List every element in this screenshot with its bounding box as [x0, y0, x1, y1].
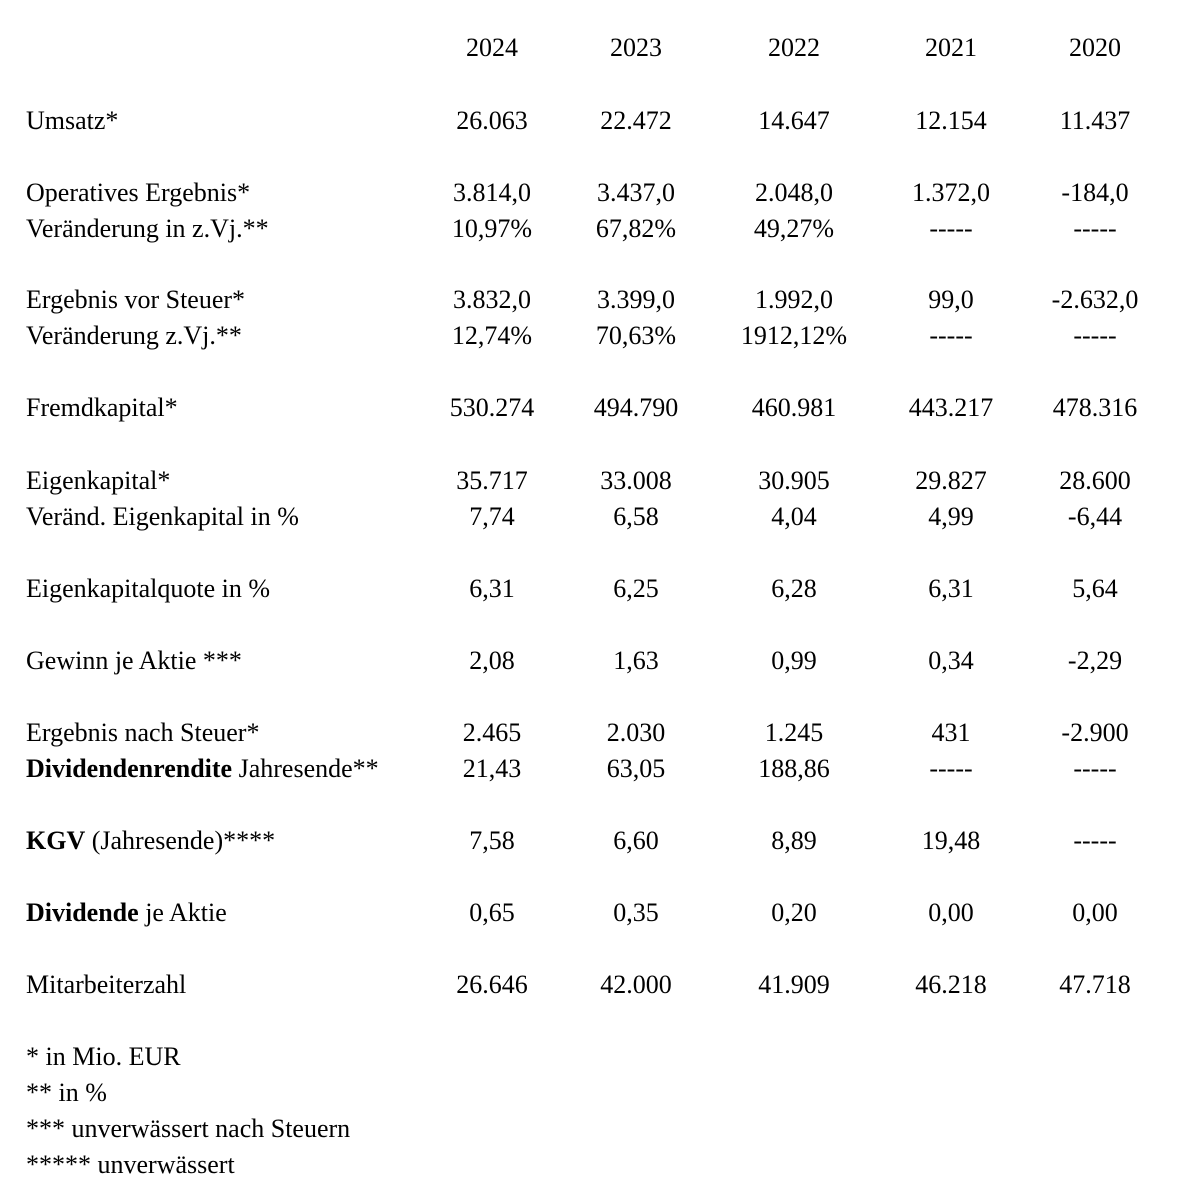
row-value: 0,99 [771, 646, 817, 675]
table-row-veraenderung-eigenkapital [0, 499, 1201, 535]
row-value: 3.399,0 [597, 285, 675, 314]
row-label-rest: Jahresende** [232, 754, 379, 783]
row-label: Operatives Ergebnis* [26, 178, 251, 207]
row-value: 26.063 [456, 106, 528, 135]
table-row-umsatz [0, 103, 1201, 139]
row-value: 10,97% [451, 214, 533, 243]
row-label: Eigenkapitalquote in % [26, 574, 271, 603]
row-label-rest: je Aktie [138, 898, 227, 927]
row-value: 3.437,0 [597, 178, 675, 207]
table-row-ergebnis-nach-steuer [0, 715, 1201, 751]
row-value: 67,82% [595, 214, 677, 243]
row-value: 63,05 [606, 754, 666, 783]
row-value: 6,31 [469, 574, 515, 603]
row-value: 47.718 [1059, 970, 1131, 999]
row-value: 35.717 [456, 466, 528, 495]
row-label: Mitarbeiterzahl [26, 970, 187, 999]
row-value: 0,00 [928, 898, 974, 927]
row-value: 188,86 [758, 754, 830, 783]
row-value: 5,64 [1072, 574, 1118, 603]
row-value: 494.790 [593, 393, 679, 422]
row-value: 12.154 [915, 106, 987, 135]
footnote-unverwaessert: ***** unverwässert [26, 1150, 235, 1179]
row-value: ----- [1073, 826, 1117, 855]
row-value: 7,58 [469, 826, 515, 855]
row-value: -2.900 [1061, 718, 1129, 747]
row-value: 14.647 [758, 106, 830, 135]
row-value: 26.646 [456, 970, 528, 999]
row-value: 0,34 [928, 646, 974, 675]
row-value: 6,31 [928, 574, 974, 603]
table-row-operatives-ergebnis [0, 175, 1201, 211]
row-value: 1.245 [764, 718, 824, 747]
row-label: Fremdkapital* [26, 393, 178, 422]
row-value: 41.909 [758, 970, 830, 999]
row-value: 2.048,0 [755, 178, 833, 207]
row-value: 2.030 [606, 718, 666, 747]
row-value: ----- [929, 321, 973, 350]
row-label: Veränd. Eigenkapital in % [26, 502, 299, 531]
row-value: 46.218 [915, 970, 987, 999]
row-value: 0,35 [613, 898, 659, 927]
row-value: 8,89 [771, 826, 817, 855]
row-value: 6,25 [613, 574, 659, 603]
year-header-2024: 2024 [466, 33, 518, 62]
year-header-2020: 2020 [1069, 33, 1121, 62]
row-value: 2.465 [462, 718, 522, 747]
row-value: ----- [1073, 754, 1117, 783]
row-value: 3.814,0 [453, 178, 531, 207]
row-label: Ergebnis nach Steuer* [26, 718, 260, 747]
table-row-fremdkapital [0, 390, 1201, 426]
row-label [26, 751, 379, 787]
row-value: 21,43 [462, 754, 522, 783]
row-value: 0,00 [1072, 898, 1118, 927]
row-label: Umsatz* [26, 106, 119, 135]
row-value: -2,29 [1067, 646, 1123, 675]
year-header-row [0, 30, 1201, 66]
row-value: 42.000 [600, 970, 672, 999]
row-value: 7,74 [469, 502, 515, 531]
row-value: 11.437 [1059, 106, 1131, 135]
row-value: 19,48 [921, 826, 981, 855]
row-label [26, 895, 227, 931]
row-value: 29.827 [915, 466, 987, 495]
row-value: 28.600 [1059, 466, 1131, 495]
row-value: 443.217 [908, 393, 994, 422]
row-value: 70,63% [595, 321, 677, 350]
year-header-2023: 2023 [610, 33, 662, 62]
table-row-kgv [0, 823, 1201, 859]
footnote-mio-eur: * in Mio. EUR [26, 1042, 181, 1071]
row-value: ----- [1073, 321, 1117, 350]
row-value: 1912,12% [740, 321, 848, 350]
row-value: -6,44 [1067, 502, 1123, 531]
row-label: Gewinn je Aktie *** [26, 646, 242, 675]
table-row-gewinn-je-aktie [0, 643, 1201, 679]
row-value: 0,65 [469, 898, 515, 927]
row-value: -2.632,0 [1051, 285, 1139, 314]
row-value: 431 [931, 718, 971, 747]
row-value: 49,27% [753, 214, 835, 243]
row-label-bold: KGV [26, 826, 86, 855]
row-value: 4,99 [928, 502, 974, 531]
row-value: 1.372,0 [912, 178, 990, 207]
footnote-unverwaessert-nach-steuern: *** unverwässert nach Steuern [26, 1114, 351, 1143]
row-value: 6,58 [613, 502, 659, 531]
year-header-2022: 2022 [768, 33, 820, 62]
row-value: 33.008 [600, 466, 672, 495]
row-value: 99,0 [928, 285, 974, 314]
row-value: 460.981 [751, 393, 837, 422]
row-label: Veränderung in z.Vj.** [26, 214, 269, 243]
row-label-bold: Dividendenrendite [26, 754, 233, 783]
row-value: ----- [1073, 214, 1117, 243]
row-value: 6,60 [613, 826, 659, 855]
row-label-rest: (Jahresende)**** [85, 826, 276, 855]
table-row-eigenkapital [0, 463, 1201, 499]
row-label: Ergebnis vor Steuer* [26, 285, 246, 314]
table-row-eigenkapitalquote [0, 571, 1201, 607]
row-value: ----- [929, 214, 973, 243]
row-value: 4,04 [771, 502, 817, 531]
table-row-dividendenrendite [0, 751, 1201, 787]
row-value: 530.274 [449, 393, 535, 422]
row-value: 478.316 [1052, 393, 1138, 422]
row-label [26, 823, 275, 859]
row-value: 1,63 [613, 646, 659, 675]
row-value: 22.472 [600, 106, 672, 135]
row-value: 30.905 [758, 466, 830, 495]
table-row-dividende-je-aktie [0, 895, 1201, 931]
row-value: 3.832,0 [453, 285, 531, 314]
footnote-percent: ** in % [26, 1078, 107, 1107]
row-value: 6,28 [771, 574, 817, 603]
table-row-veraenderung-operativ [0, 211, 1201, 247]
table-row-ergebnis-vor-steuer [0, 282, 1201, 318]
row-value: 2,08 [469, 646, 515, 675]
row-label: Eigenkapital* [26, 466, 171, 495]
table-row-veraenderung-vor-steuer [0, 318, 1201, 354]
row-value: -184,0 [1061, 178, 1129, 207]
row-value: 12,74% [451, 321, 533, 350]
row-value: 0,20 [771, 898, 817, 927]
table-row-mitarbeiterzahl [0, 967, 1201, 1003]
row-label: Veränderung z.Vj.** [26, 321, 242, 350]
year-header-2021: 2021 [925, 33, 977, 62]
row-value: ----- [929, 754, 973, 783]
row-label-bold: Dividende [26, 898, 139, 927]
row-value: 1.992,0 [755, 285, 833, 314]
